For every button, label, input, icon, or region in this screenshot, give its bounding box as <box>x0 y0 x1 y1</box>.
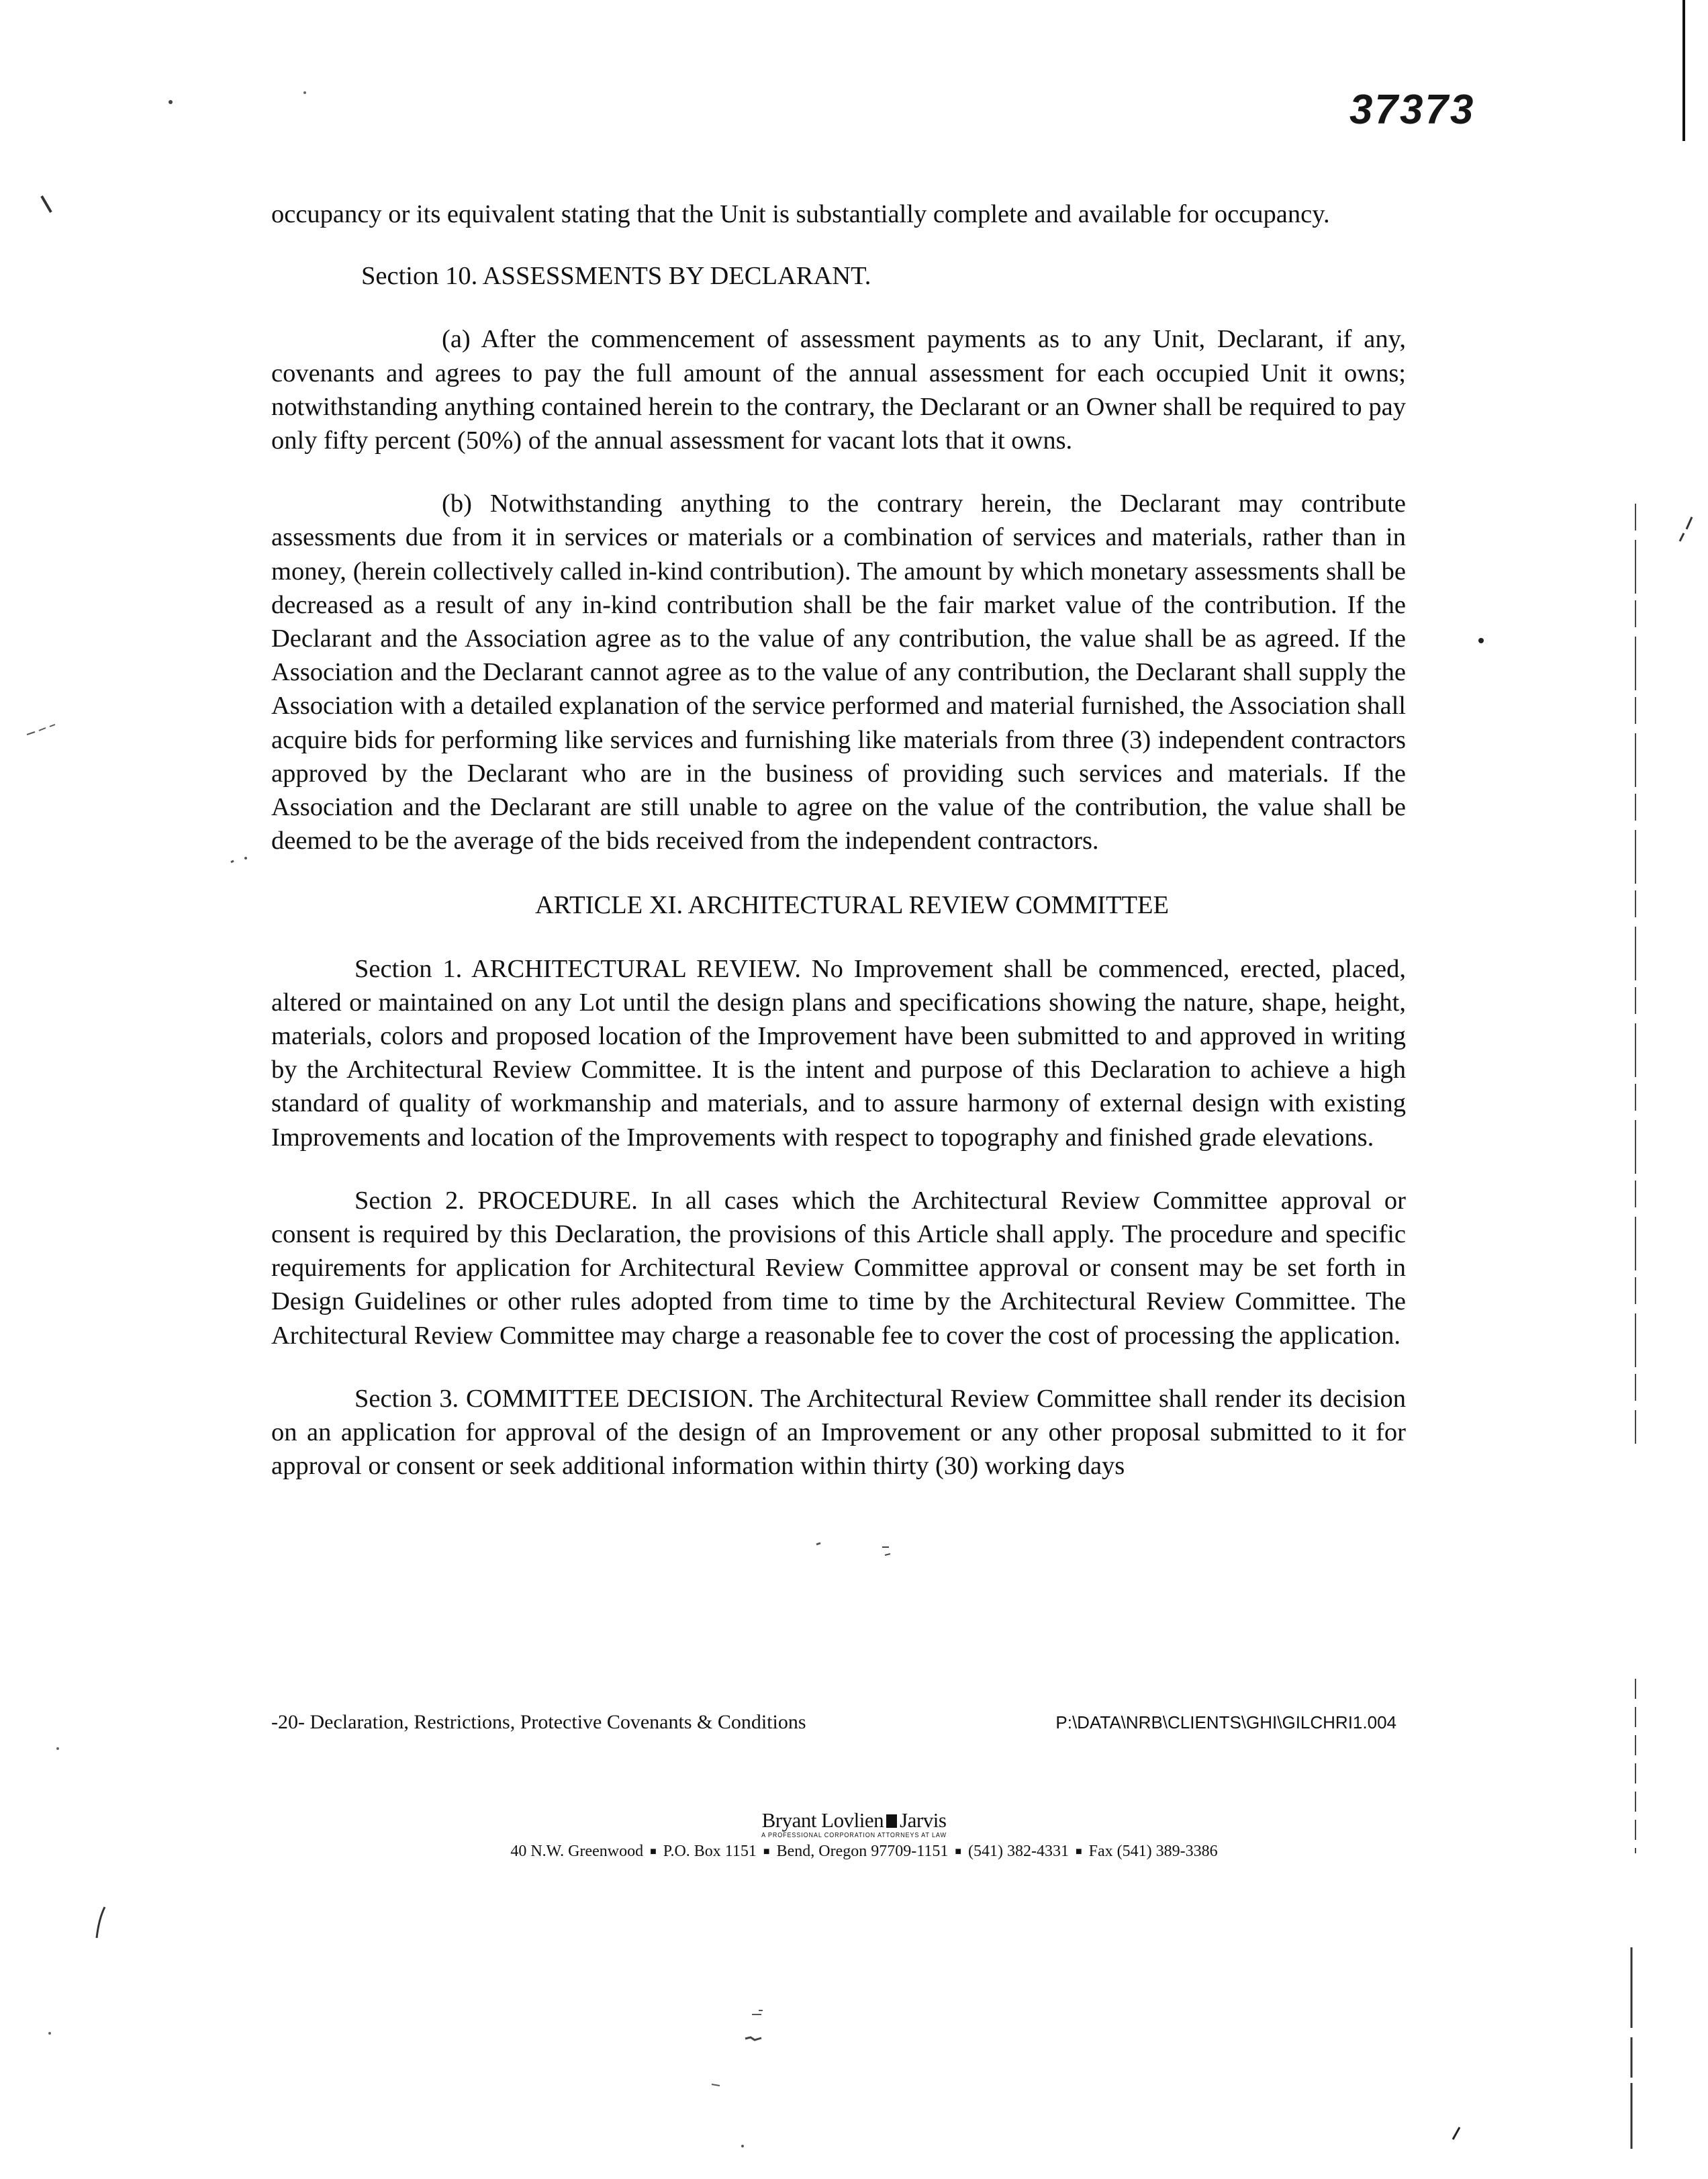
bullet-icon: ■ <box>760 1846 773 1857</box>
bullet-icon: ■ <box>1072 1846 1085 1857</box>
bullet-icon: ■ <box>952 1846 964 1857</box>
firm-subtitle: A PROFESSIONAL CORPORATION ATTORNEYS AT LAW <box>761 1832 947 1839</box>
article-xi-heading: ARTICLE XI. ARCHITECTURAL REVIEW COMMITTEE <box>534 891 1170 920</box>
footer-page-label: -20- Declaration, Restrictions, Protective Covenants & Conditions <box>271 1711 806 1733</box>
firm-fax: Fax (541) 389-3386 <box>1088 1843 1218 1860</box>
firm-city: Bend, Oregon 97709-1151 <box>776 1843 949 1860</box>
firm-phone: (541) 382-4331 <box>968 1843 1069 1860</box>
section-10-heading: Section 10. ASSESSMENTS BY DECLARANT. <box>361 262 871 291</box>
footer-file-path: P:\DATA\NRB\CLIENTS\GHI\GILCHRI1.004 <box>1055 1712 1396 1732</box>
recording-number: 37373 <box>1349 87 1476 133</box>
firm-name-left: Bryant Lovlien <box>761 1808 884 1832</box>
section-10-subsection-a: (a) After the commencement of assessment payments as to any Unit, Declarant, if any, covenants and agrees to pay the full amount of the annual assessment for each occupied Unit it owns; notwithstanding anything contained herein to the contrary, the Declarant or an Owner shall be required to pay only fifty percent (50%) of the annual assessment for vacant lots that it owns. <box>271 325 1406 455</box>
firm-name-right: Jarvis <box>900 1808 947 1832</box>
bullet-icon: ■ <box>647 1846 659 1857</box>
continuation-paragraph: occupancy or its equivalent stating that the Unit is substantially complete and available for occupancy. <box>271 200 1330 228</box>
section-10-subsection-b: (b) Notwithstanding anything to the contrary herein, the Declarant may contribute assessments due from it in services or materials or a combination of services and materials, rather than in money, (herein collectively called in-kind contribution). The amount by which monetary assessments shall be decreased as a result of any in-kind contribution shall be the fair market value of the contribution. If the Declarant and the Association agree as to the value of any contribution, the value shall be as agreed. If the Association and the Declarant cannot agree as to the value of any contribution, the Declarant shall supply the Association with a detailed explanation of the service performed and material furnished, the Association shall acquire bids for performing like services and furnishing like materials from three (3) independent contractors approved by the Declarant who are in the business of providing such services and materials. If the Association and the Declarant are still unable to agree on the value of the contribution, the value shall be deemed to be the average of the bids received from the independent contractors. <box>271 490 1406 855</box>
article-xi-section-3: Section 3. COMMITTEE DECISION. The Architectural Review Committee shall render its decision on an application for approval of the design of an Improvement or any other proposal submitted to it for approval or consent or seek additional information within thirty (30) working days <box>271 1384 1406 1481</box>
article-xi-section-2: Section 2. PROCEDURE. In all cases which the Architectural Review Committee approval or consent is required by this Declaration, the provisions of this Article shall apply. The procedure and specific requirements for application for Architectural Review Committee approval or consent may be set forth in Design Guidelines or other rules adopted from time to time by the Architectural Review Committee. The Architectural Review Committee may charge a reasonable fee to cover the cost of processing the application. <box>271 1186 1406 1350</box>
firm-street: 40 N.W. Greenwood <box>510 1843 644 1860</box>
firm-po-box: P.O. Box 1151 <box>663 1843 757 1860</box>
article-xi-section-1: Section 1. ARCHITECTURAL REVIEW. No Improvement shall be commenced, erected, placed, altered or maintained on any Lot until the design plans and specifications showing the nature, shape, height, materials, colors and proposed location of the Improvement have been submitted to and approved in writing by the Architectural Review Committee. It is the intent and purpose of this Declaration to achieve a high standard of quality of workmanship and materials, and to assure harmony of external design with existing Improvements and location of the Improvements with respect to topography and finished grade elevations. <box>271 954 1406 1152</box>
